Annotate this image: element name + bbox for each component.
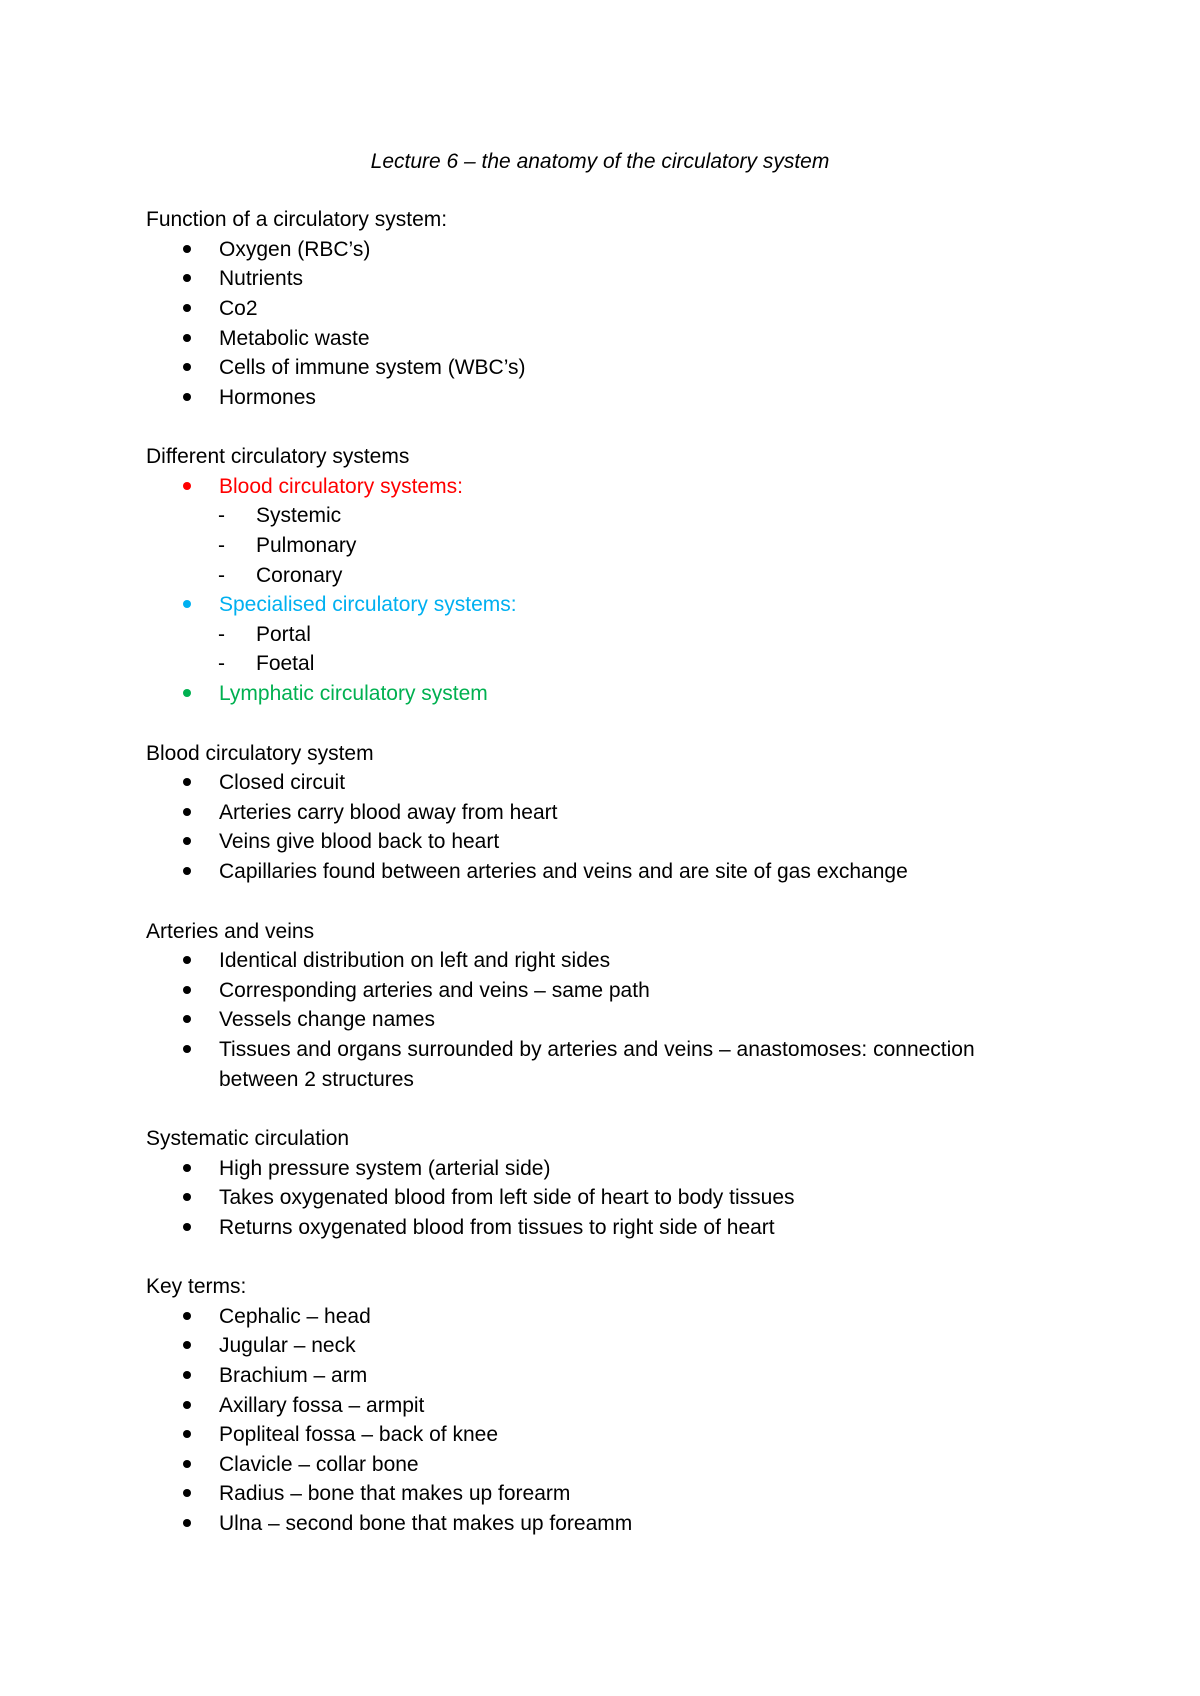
section-heading-systematic: Systematic circulation xyxy=(146,1127,350,1150)
bullet-icon xyxy=(183,1401,191,1409)
section-heading-function: Function of a circulatory system: xyxy=(146,208,448,231)
page-title: Lecture 6 – the anatomy of the circulatory system xyxy=(370,150,830,173)
bullet-icon xyxy=(183,1430,191,1438)
bullet-icon xyxy=(183,482,191,490)
bullet-icon xyxy=(183,956,191,964)
bullet-icon xyxy=(183,334,191,342)
bullet-icon xyxy=(183,986,191,994)
bullet-icon xyxy=(183,245,191,253)
bullet-icon xyxy=(183,1371,191,1379)
bullet-icon xyxy=(183,1223,191,1231)
bullet-icon xyxy=(183,600,191,608)
bullet-icon xyxy=(183,1015,191,1023)
bullet-icon xyxy=(183,1460,191,1468)
bullet-icon xyxy=(183,837,191,845)
bullet-icon xyxy=(183,867,191,875)
bullet-icon xyxy=(183,1164,191,1172)
bullet-icon xyxy=(183,1489,191,1497)
section-heading-key-terms: Key terms: xyxy=(146,1275,247,1298)
section-heading-different: Different circulatory systems xyxy=(146,445,410,468)
bullet-icon xyxy=(183,1045,191,1053)
bullet-icon xyxy=(183,808,191,816)
bullet-icon xyxy=(183,1193,191,1201)
bullet-icon xyxy=(183,304,191,312)
bullet-icon xyxy=(183,1341,191,1349)
dash-icon: - xyxy=(218,504,225,527)
dash-icon: - xyxy=(218,652,225,675)
bullet-icon xyxy=(183,363,191,371)
list-item-continuation: between 2 structures xyxy=(219,1068,414,1091)
bullet-icon xyxy=(183,1312,191,1320)
document-page: Lecture 6 – the anatomy of the circulatory system Function of a circulatory system: Oxygen (RBC’s) Nutrients Co2 Metabolic waste Cells of immune system (WBC’s) Hormones Different circulatory systems Blood circulatory systems: - Systemic - Pulmonary - Coronary Specialised circulatory systems: - Portal - Foetal Lymphatic circulatory system Blood circulatory system Closed circuit Arteries carry blood away from heart Veins give blood back to heart Capillaries found between arteries and veins and are site of gas exchange Arteries and veins Identical distribution on left and right sides Corresponding arteries and veins – same path Vessels change names Tissues and organs surrounded by arteries and veins – anastomoses: connection between 2 structures Systematic circulation High pressure system (arterial side) Takes oxygenated blood from left side of heart to body tissues Returns oxygenated blood from tissues to right side of heart Key terms: Cephalic – head Jugular – neck Brachium – arm Axillary fossa – armpit Popliteal fossa – back of knee Clavicle – collar bone Radius – bone that makes up forearm Ulna – second bone that makes up foreamm xyxy=(0,0,1200,1696)
section-heading-arteries-veins: Arteries and veins xyxy=(146,920,315,943)
bullet-icon xyxy=(183,393,191,401)
bullet-icon xyxy=(183,778,191,786)
dash-icon: - xyxy=(218,534,225,557)
bullet-icon xyxy=(183,274,191,282)
dash-icon: - xyxy=(218,623,225,646)
dash-icon: - xyxy=(218,564,225,587)
section-heading-blood-system: Blood circulatory system xyxy=(146,742,374,765)
bullet-icon xyxy=(183,1519,191,1527)
bullet-icon xyxy=(183,689,191,697)
